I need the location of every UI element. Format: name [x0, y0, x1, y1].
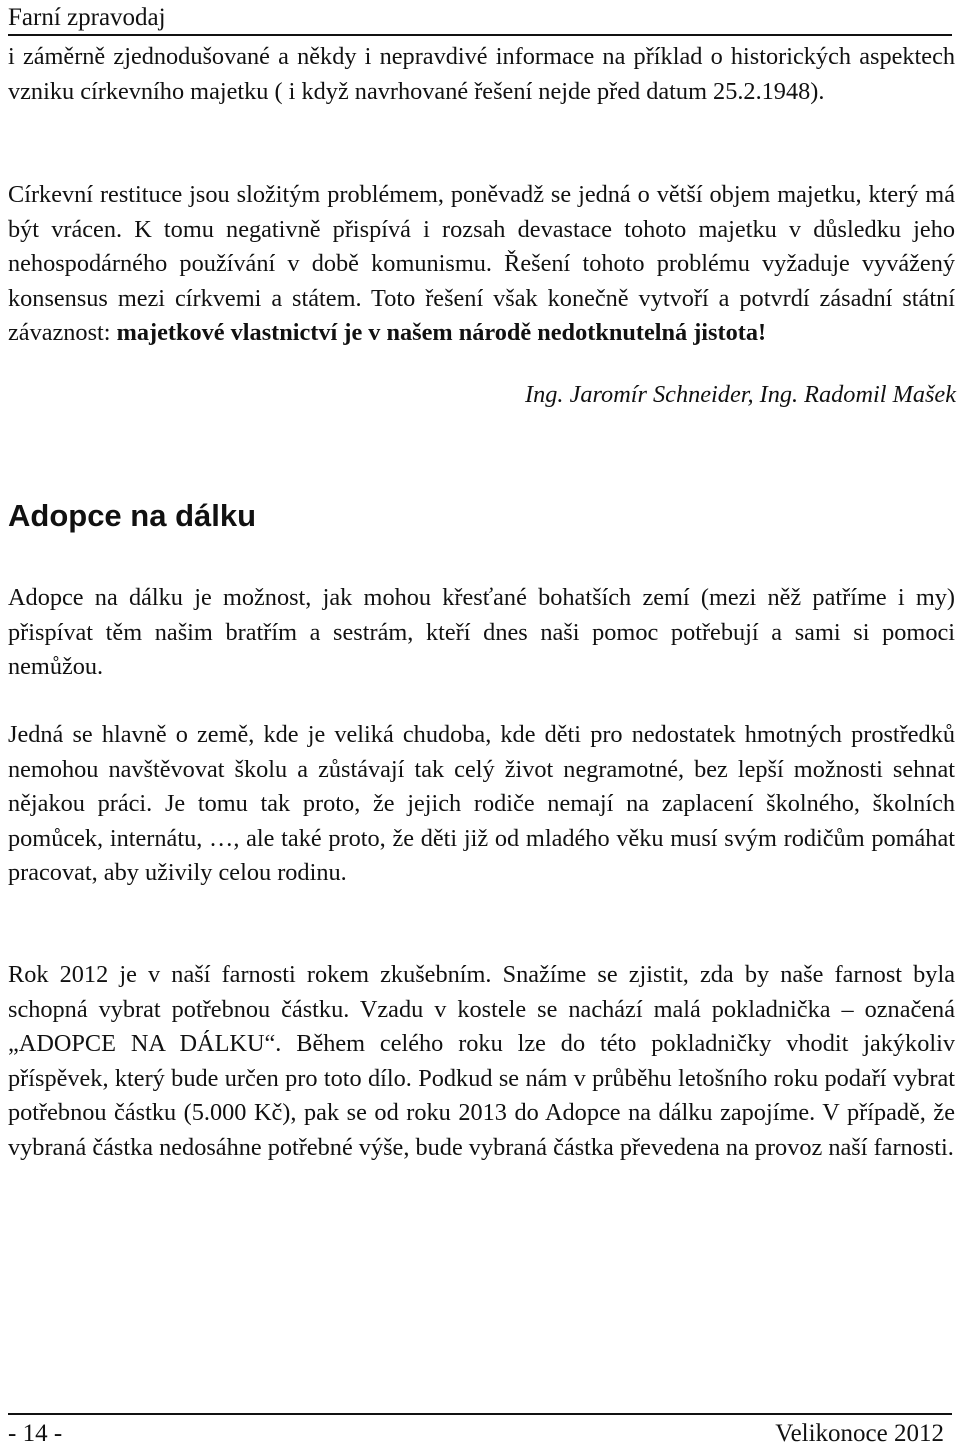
adopce-poverty-paragraph: Jedná se hlavně o země, kde je veliká chudoba, kde děti pro nedostatek hmotných prostředků nemohou navštěvovat školu a zůstávají tak celý život negramotné, bez lepší možnosti sehnat nějakou práci. Je tomu tak proto, že jejich rodiče nemají na zaplacení školného, školních pomůcek, internátu, …, ale také proto, že děti již od mladého věku musí svým rodičům pomáhat pracovat, aby uživily celou rodinu.	[8, 721, 955, 887]
restitution-text: Církevní restituce jsou složitým problémem, poněvadž se jedná o větší objem majetku, který má být vrácen. K tomu negativně přispívá i rozsah devastace tohoto majetku v důsledku jeho nehospodárného používání v době komunismu. Řešení tohoto problému vyžaduje vyvážený konsensus mezi církvemi a státem. Toto řešení však konečně vytvoří a potvrdí zásadní státní závaznost:	[8, 181, 955, 347]
section-heading-adopce: Adopce na dálku	[8, 498, 257, 533]
adopce-intro-paragraph: Adopce na dálku je možnost, jak mohou křesťané bohatších zemí (mezi něž patříme i my) přispívat těm našim bratřím a sestrám, kteří dnes naši pomoc potřebují a sami si pomoci nemůžou.	[8, 584, 955, 681]
church-restitution-paragraph	[8, 178, 955, 351]
article-authors-signature: Ing. Jaromír Schneider, Ing. Radomil Mašek	[525, 381, 956, 408]
adopce-parish-trial-paragraph: Rok 2012 je v naší farnosti rokem zkušebním. Snažíme se zjistit, zda by naše farnost byla schopná vybrat potřebnou částku. Vzadu v kostele se nachází malá pokladnička – označená „ADOPCE NA DÁLKU“. Během celého roku lze do této pokladničky vhodit jakýkoliv příspěvek, který bude určen pro toto dílo. Podkud se nám v průběhu letošního roku podaří vybrat potřebnou částku (5.000 Kč), pak se od roku 2013 do Adopce na dálku zapojíme. V případě, že vybraná částka nedosáhne potřebné výše, bude vybraná částka převedena na provoz naší farnosti.	[8, 961, 955, 1161]
restitution-conclusion-bold: majetkové vlastnictví je v našem národě nedotknutelná jistota!	[116, 319, 767, 347]
newsletter-page	[8, 0, 956, 1448]
article-continuation-paragraph: i záměrně zjednodušované a někdy i nepravdivé informace na příklad o historických aspektech vzniku církevního majetku ( i když navrhované řešení nejde před datum 25.2.1948).	[8, 43, 955, 105]
newsletter-title: Farní zpravodaj	[8, 2, 952, 36]
issue-label: Velikonoce 2012	[775, 1420, 944, 1447]
page-number: - 14 -	[8, 1420, 63, 1447]
footer-divider	[8, 1413, 952, 1415]
